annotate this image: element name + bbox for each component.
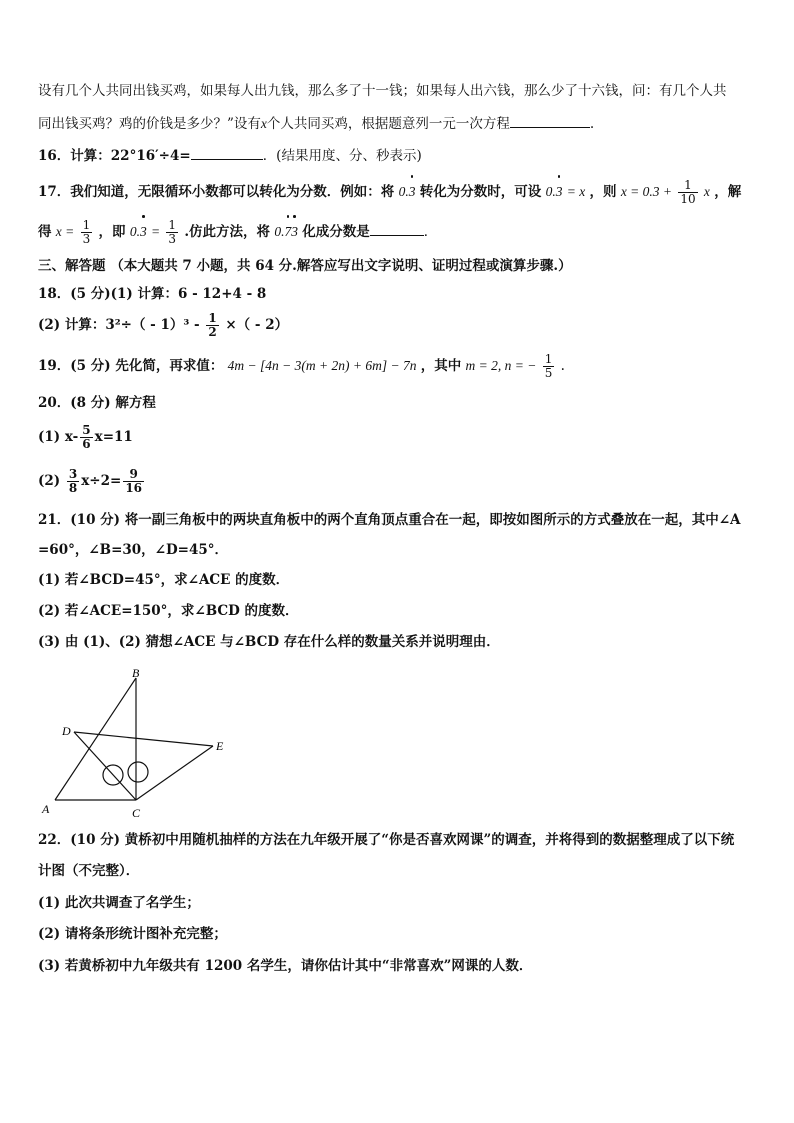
q20-eq2-a: (2) <box>38 473 61 489</box>
q15-answer-blank[interactable] <box>510 113 590 128</box>
q17-end: ． <box>423 224 438 240</box>
q22-part3: (3) 若黄桥初中九年级共有 1200 名学生，请你估计其中“非常喜欢”网课的人数． <box>38 958 533 974</box>
q22-part2: (2) 请将条形统计图补充完整； <box>38 926 227 942</box>
q17-frac-1-3: $\frac{1}{3}$ <box>82 218 91 246</box>
q16-label: 16．计算：22°16′÷4= <box>38 148 191 164</box>
q15-line1: 设有几个人共同出钱买鸡，如果每人出九钱，那么多了十一钱；如果每人出六钱，那么少了十六钱，问：有几个人共 <box>38 83 727 99</box>
q20-title: 20．(8 分) 解方程 <box>38 395 156 411</box>
q20-frac-9-16: $\frac{9}{16}$ <box>125 467 143 495</box>
q21-line1: 21．(10 分) 将一副三角板中的两块直角板中的两个直角顶点重合在一起，即按如图所示的方式叠放在一起，其中∠A <box>38 512 741 528</box>
q20-eq1-a: (1) x- <box>38 429 79 445</box>
q18-text-b: ×（ - 2） <box>225 317 289 333</box>
q17-text-g: .仿此方法，将 <box>184 224 271 240</box>
q17-decimal-1: 0.3 <box>399 184 416 199</box>
q17-text-a: 17．我们知道，无限循环小数都可以转化为分数．例如：将 <box>38 184 395 200</box>
q16-line <box>38 145 760 166</box>
q21-triangle-figure <box>38 668 238 820</box>
q17-text-e: 得 <box>38 224 52 240</box>
q17-answer-blank[interactable] <box>370 221 424 236</box>
q19-frac-1-5: $\frac{1}{5}$ <box>544 352 553 380</box>
q17-text-d: ，解 <box>714 184 742 200</box>
angle-mark-2 <box>128 762 148 782</box>
label-c: C <box>132 806 141 820</box>
q15-text-a: 同出钱买鸡？鸡的价钱是多少？”设有 <box>38 116 261 132</box>
q19-end: . <box>560 358 565 374</box>
q15-line2 <box>38 113 760 134</box>
q17-eq3: x = <box>55 224 75 239</box>
q17-decimal-1b: 0.3 <box>546 184 563 199</box>
label-a: A <box>42 802 50 816</box>
q19-text-a: 19．(5 分) 先化简，再求值： <box>38 358 224 374</box>
label-d: D <box>62 724 71 738</box>
q21-part2: (2) 若∠ACE=150°，求∠BCD 的度数． <box>38 603 299 619</box>
q20-eq2-b: x÷2= <box>81 473 122 489</box>
q19-line <box>38 353 760 380</box>
q22-line1: 22．(10 分) 黄桥初中用随机抽样的方法在九年级开展了“你是否喜欢网课”的调查，并将得到的数据整理成了以下统 <box>38 832 735 848</box>
q15-text-b: 个人共同买鸡，根据题意列一元一次方程 <box>266 116 510 132</box>
q18-text-a: (2) 计算：3²÷（ - 1）³ - <box>38 317 200 333</box>
q21-line2: =60°，∠B=30，∠D=45°． <box>38 542 229 558</box>
q18-frac-1-2: $\frac{1}{2}$ <box>208 311 217 339</box>
q17-frac-1-10: $\frac{1}{10}$ <box>680 178 696 206</box>
q20-eq1-b: x=11 <box>94 429 133 445</box>
q17-line2 <box>38 218 760 246</box>
label-b: B <box>132 668 140 680</box>
q21-part3: (3) 由 (1)、(2) 猜想∠ACE 与∠BCD 存在什么样的数量关系并说明理由． <box>38 634 500 650</box>
q19-expression: 4m − [4n − 3(m + 2n) + 6m] − 7n <box>227 358 417 373</box>
q19-condition: m = 2, n = − <box>465 358 537 373</box>
section-3-heading: 三、解答题 （本大题共 7 小题，共 64 分.解答应写出文字说明、证明过程或演算步骤.） <box>38 258 572 274</box>
segment-ab <box>55 678 136 800</box>
segment-dc <box>74 732 136 800</box>
q16-answer-blank[interactable] <box>191 145 263 160</box>
q20-frac-3-8: $\frac{3}{8}$ <box>68 467 78 495</box>
q17-eq4: = <box>150 224 161 239</box>
q20-eq1 <box>38 420 760 454</box>
q17-decimal-1c: 0.3 <box>130 224 147 239</box>
q17-frac-1-3b: $\frac{1}{3}$ <box>168 218 177 246</box>
q15-end: . <box>589 116 595 132</box>
q19-text-b: ，其中 <box>420 358 462 374</box>
q20-frac-5-6: $\frac{5}{6}$ <box>82 423 91 451</box>
q17-text-b: 转化为分数时，可设 <box>419 184 542 200</box>
q18-line1: 18．(5 分)(1) 计算：6 - 12+4 - 8 <box>38 286 267 302</box>
q20-eq2 <box>38 464 760 498</box>
q17-eq2: x = 0.3 + <box>620 184 673 199</box>
q16-tail: ．(结果用度、分、秒表示) <box>262 148 422 164</box>
q17-text-c: ，则 <box>589 184 617 200</box>
q17-eq2-tail: x <box>703 184 710 199</box>
q17-line1 <box>38 178 760 206</box>
q17-text-f: ，即 <box>98 224 126 240</box>
q17-decimal-2: 0.73 <box>274 224 298 239</box>
q15-var-x: x <box>260 116 267 131</box>
q17-text-h: 化成分数是 <box>302 224 370 240</box>
label-e: E <box>216 739 224 753</box>
q21-part1: (1) 若∠BCD=45°，求∠ACE 的度数． <box>38 572 290 588</box>
q22-line2: 计图（不完整）． <box>38 863 140 879</box>
q17-eq1: = x <box>566 184 586 199</box>
q22-part1: (1) 此次共调查了名学生； <box>38 895 200 911</box>
q18-line2 <box>38 312 760 339</box>
